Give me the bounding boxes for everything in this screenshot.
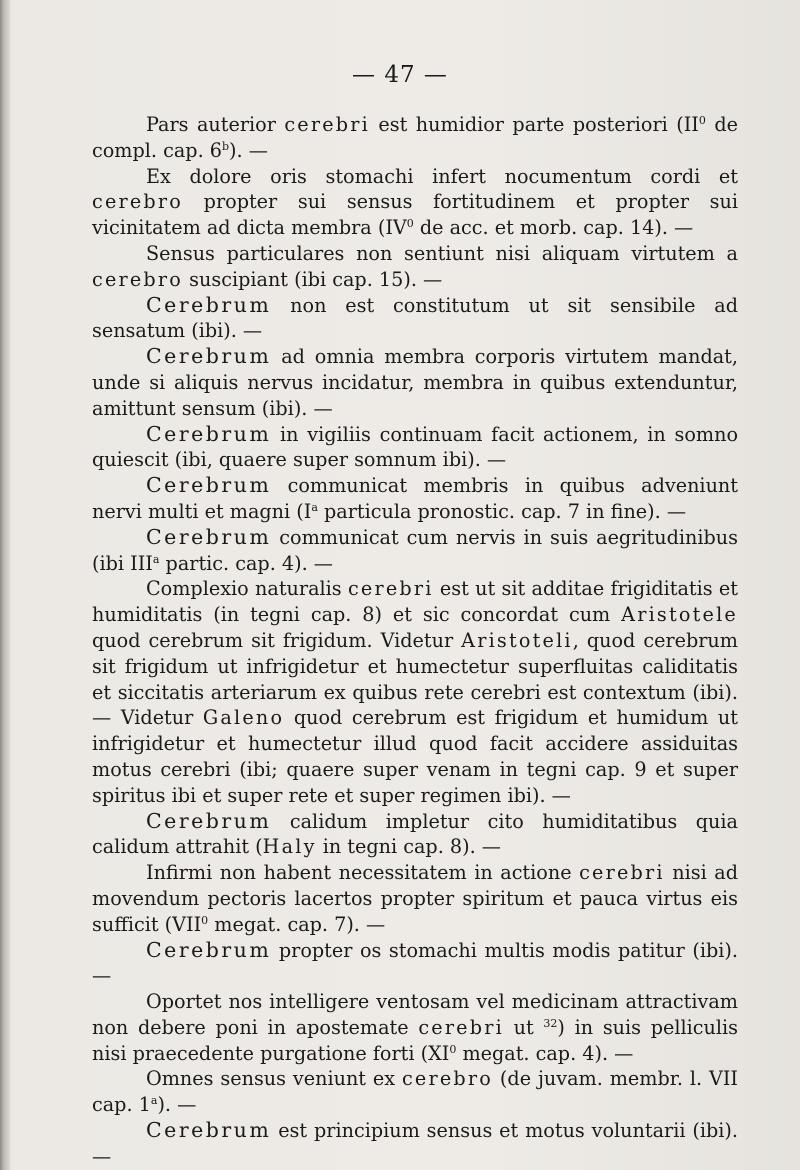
spaced-term: Cerebrum — [146, 292, 272, 317]
text-run: ad omnia membra corporis virtutem mandat, unde si aliquis nervus incidatur, membra in quibus extenduntur, amittunt sensum (ibi). — — [92, 345, 738, 420]
paragraph — [92, 1066, 738, 1118]
superscript: a — [152, 552, 160, 566]
spaced-word: cerebri — [284, 113, 370, 136]
spaced-word: cerebri — [347, 577, 434, 601]
text-run: non est constitutum ut sit sensibile ad sensatum (ibi). — — [92, 293, 738, 343]
spaced-word: Galeno — [202, 706, 285, 730]
spaced-word: cerebro — [92, 267, 184, 291]
spaced-word: Aristoteli — [461, 628, 573, 652]
paragraph — [92, 473, 738, 525]
spaced-word: cerebro — [401, 1067, 494, 1091]
page-gutter-shadow — [0, 0, 10, 1170]
spaced-word: Haly — [262, 835, 317, 859]
page-number: — 47 — — [352, 62, 448, 88]
paragraph — [92, 525, 738, 577]
spaced-term: Cerebrum — [146, 1118, 272, 1143]
text-run: communicat membris in quibus adveniunt nervi multi et magni (I — [92, 474, 738, 523]
superscript: 0 — [698, 114, 706, 127]
spaced-word: cerebro — [92, 190, 184, 214]
paragraph — [92, 860, 738, 937]
spaced-term: Cerebrum — [146, 421, 272, 446]
text-run: ut — [503, 1015, 544, 1039]
superscript: a — [311, 500, 318, 514]
spaced-term: Cerebrum — [146, 937, 272, 962]
text-run: Infirmi non habent necessitatem in actione — [146, 861, 580, 885]
text-run: in vigiliis continuam facit actionem, in somno quiescit (ibi, quaere super somnum ibi). — — [92, 422, 738, 472]
paragraph — [92, 293, 738, 345]
text-run: nisi ad movendum pectoris lacertos propter spiritum et pauca virtus eis sufficit (VII — [92, 861, 738, 936]
text-run: suscipiant (ibi cap. 15). — — [183, 267, 443, 291]
paragraph — [92, 112, 738, 164]
text-run: Omnes sensus veniunt ex — [146, 1067, 402, 1091]
superscript: b — [221, 139, 230, 153]
paragraph — [92, 1118, 738, 1170]
superscript: 32 — [543, 1016, 558, 1030]
text-run: quod cerebrum est frigidum et humidum ut infrigidetur et humectetur illud quod facit accidere assiduitas motus cerebri (ibi; quaere super venam in tegni cap. 9 et super spiritus ibi et super rete et super regimen ibi). — — [92, 706, 738, 807]
text-run: ). — — [157, 1093, 197, 1117]
paragraph — [92, 809, 738, 861]
text-run: partic. cap. 4). — — [159, 551, 333, 575]
spaced-word: Aristotele — [621, 603, 738, 627]
text-run: in tegni cap. 8). — — [316, 835, 501, 859]
spaced-term: Cerebrum — [146, 473, 272, 498]
text-run: est humidior parte posteriori (II — [369, 113, 699, 136]
text-run: quod cerebrum sit frigidum. Videtur — [92, 628, 462, 652]
text-run: (de juvam. membr. l. VII cap. 1 — [92, 1067, 738, 1117]
superscript: 0 — [201, 913, 209, 927]
paragraph — [92, 938, 738, 990]
text-run: est principium sensus et motus voluntarii (ibi). — — [92, 1119, 738, 1168]
text-run: Complexio naturalis — [146, 577, 348, 601]
text-run: Ex dolore oris stomachi infert nocumentum cordi et — [146, 164, 738, 188]
text-run: ) in suis pelliculis nisi praecedente purgatione forti (XI — [92, 1015, 738, 1065]
superscript: 0 — [406, 217, 414, 231]
spaced-term: Cerebrum — [146, 344, 272, 369]
spaced-word: cerebri — [579, 861, 665, 885]
text-run: particula pronostic. cap. 7 in fine). — — [317, 499, 687, 523]
superscript: a — [150, 1094, 158, 1108]
spaced-word: cerebri — [418, 1015, 504, 1039]
text-run: propter os stomachi multis modis patitur (ibi). — — [92, 938, 738, 988]
spaced-term: Cerebrum — [146, 808, 272, 833]
superscript: 0 — [449, 1042, 457, 1056]
text-run: calidum impletur cito humiditatibus quia calidum attrahit ( — [92, 809, 738, 859]
paragraph — [92, 344, 738, 421]
text-run: , quod cerebrum sit frigidum ut infrigidetur et humectetur superfluitas caliditatis et siccitatis arteriarum ex quibus rete cerebri est contextum (ibi). — Videtur — [92, 628, 738, 730]
text-run: megat. cap. 4). — — [456, 1041, 634, 1065]
paragraph — [92, 422, 738, 474]
paragraph — [92, 164, 738, 241]
text-run: de acc. et morb. cap. 14). — — [413, 216, 694, 240]
text-run: est ut sit additae frigiditatis et humiditatis (in tegni cap. 8) et sic concordat cum — [92, 577, 738, 627]
spaced-term: Cerebrum — [146, 524, 272, 549]
text-run: communicat cum nervis in suis aegritudinibus (ibi III — [92, 525, 738, 575]
text-run: Sensus particulares non sentiunt nisi aliquam virtutem a — [146, 241, 738, 265]
text-run: propter sui sensus fortitudinem et propter sui vicinitatem ad dicta membra (IV — [92, 190, 738, 240]
text-run: Oportet nos intelligere ventosam vel medicinam attractivam non debere poni in apostemate — [92, 990, 738, 1039]
paragraph — [92, 576, 738, 808]
text-run: megat. cap. 7). — — [208, 912, 386, 936]
text-run: de compl. cap. 6 — [92, 113, 738, 162]
text-run: Pars auterior — [146, 113, 285, 136]
text-run: ). — — [229, 138, 268, 162]
body-text — [92, 112, 738, 1170]
paragraph — [92, 241, 738, 293]
paragraph — [92, 989, 738, 1066]
